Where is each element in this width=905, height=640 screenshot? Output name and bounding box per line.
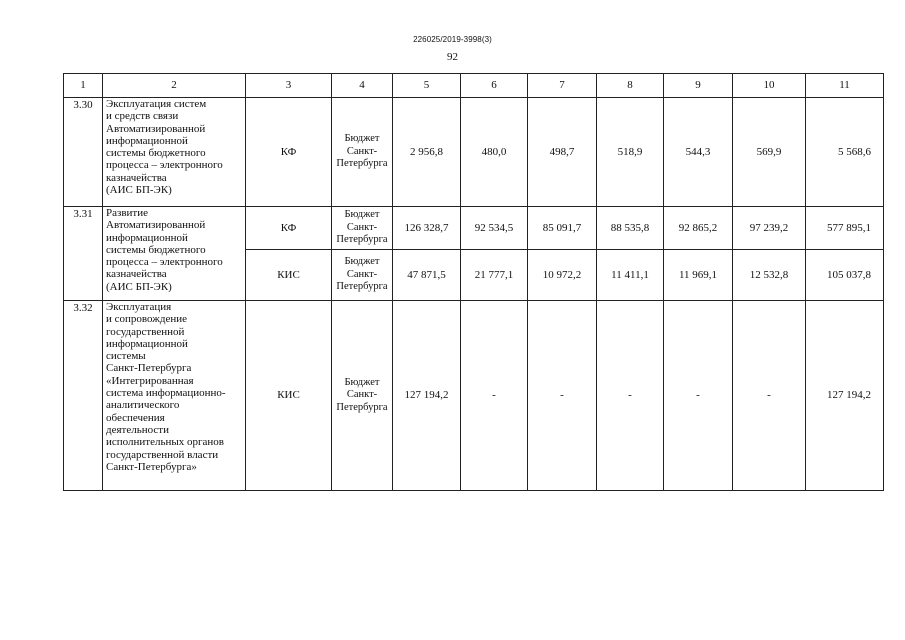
value-cell: 2 956,8 bbox=[393, 98, 461, 207]
value-cell: 10 972,2 bbox=[528, 250, 597, 301]
funding-code: КФ bbox=[246, 207, 332, 250]
column-header: 3 bbox=[246, 74, 332, 98]
row-name: Развитие Автоматизированной информационной системы бюджетного процесса – электронного казначейства (АИС БП-ЭК) bbox=[103, 207, 246, 301]
funding-code: КИС bbox=[246, 250, 332, 301]
value-cell: - bbox=[461, 301, 528, 491]
value-cell: 47 871,5 bbox=[393, 250, 461, 301]
column-header: 8 bbox=[597, 74, 664, 98]
table-header-row bbox=[64, 74, 884, 98]
document-id: 226025/2019-3998(3) bbox=[413, 35, 492, 44]
value-cell: 92 534,5 bbox=[461, 207, 528, 250]
column-header: 7 bbox=[528, 74, 597, 98]
value-cell: - bbox=[528, 301, 597, 491]
value-cell: 127 194,2 bbox=[806, 301, 884, 491]
table-row bbox=[64, 98, 884, 207]
value-cell: 569,9 bbox=[733, 98, 806, 207]
value-cell: 97 239,2 bbox=[733, 207, 806, 250]
value-cell: 518,9 bbox=[597, 98, 664, 207]
table-row bbox=[64, 207, 884, 250]
value-cell: 85 091,7 bbox=[528, 207, 597, 250]
value-cell: 480,0 bbox=[461, 98, 528, 207]
funding-source: Бюджет Санкт- Петербурга bbox=[332, 207, 393, 250]
budget-table bbox=[63, 73, 884, 491]
column-header: 10 bbox=[733, 74, 806, 98]
page-number: 92 bbox=[447, 51, 458, 63]
column-header: 1 bbox=[64, 74, 103, 98]
row-number: 3.32 bbox=[64, 301, 103, 491]
funding-source: Бюджет Санкт- Петербурга bbox=[332, 301, 393, 491]
value-cell: - bbox=[733, 301, 806, 491]
column-header: 9 bbox=[664, 74, 733, 98]
value-cell: 11 969,1 bbox=[664, 250, 733, 301]
value-cell: 105 037,8 bbox=[806, 250, 884, 301]
row-name: Эксплуатация систем и средств связи Автоматизированной информационной системы бюджетного процесса – электронного казначейства (АИС БП-ЭК) bbox=[103, 98, 246, 207]
funding-code: КФ bbox=[246, 98, 332, 207]
value-cell: 126 328,7 bbox=[393, 207, 461, 250]
column-header: 11 bbox=[806, 74, 884, 98]
value-cell: 21 777,1 bbox=[461, 250, 528, 301]
value-cell: - bbox=[597, 301, 664, 491]
table-row bbox=[64, 301, 884, 491]
value-cell: 544,3 bbox=[664, 98, 733, 207]
value-cell: - bbox=[664, 301, 733, 491]
column-header: 2 bbox=[103, 74, 246, 98]
value-cell: 92 865,2 bbox=[664, 207, 733, 250]
value-cell: 127 194,2 bbox=[393, 301, 461, 491]
row-number: 3.30 bbox=[64, 98, 103, 207]
column-header: 6 bbox=[461, 74, 528, 98]
funding-source: Бюджет Санкт- Петербурга bbox=[332, 98, 393, 207]
funding-code: КИС bbox=[246, 301, 332, 491]
row-name: Эксплуатация и сопровождение государственной информационной системы Санкт-Петербурга «Интегрированная система информационно- аналитического обеспечения деятельности исполнительных органов государственной власти Санкт-Петербурга» bbox=[103, 301, 246, 491]
row-number: 3.31 bbox=[64, 207, 103, 301]
value-cell: 5 568,6 bbox=[806, 98, 884, 207]
funding-source: Бюджет Санкт- Петербурга bbox=[332, 250, 393, 301]
column-header: 4 bbox=[332, 74, 393, 98]
value-cell: 577 895,1 bbox=[806, 207, 884, 250]
value-cell: 88 535,8 bbox=[597, 207, 664, 250]
value-cell: 11 411,1 bbox=[597, 250, 664, 301]
value-cell: 498,7 bbox=[528, 98, 597, 207]
column-header: 5 bbox=[393, 74, 461, 98]
value-cell: 12 532,8 bbox=[733, 250, 806, 301]
